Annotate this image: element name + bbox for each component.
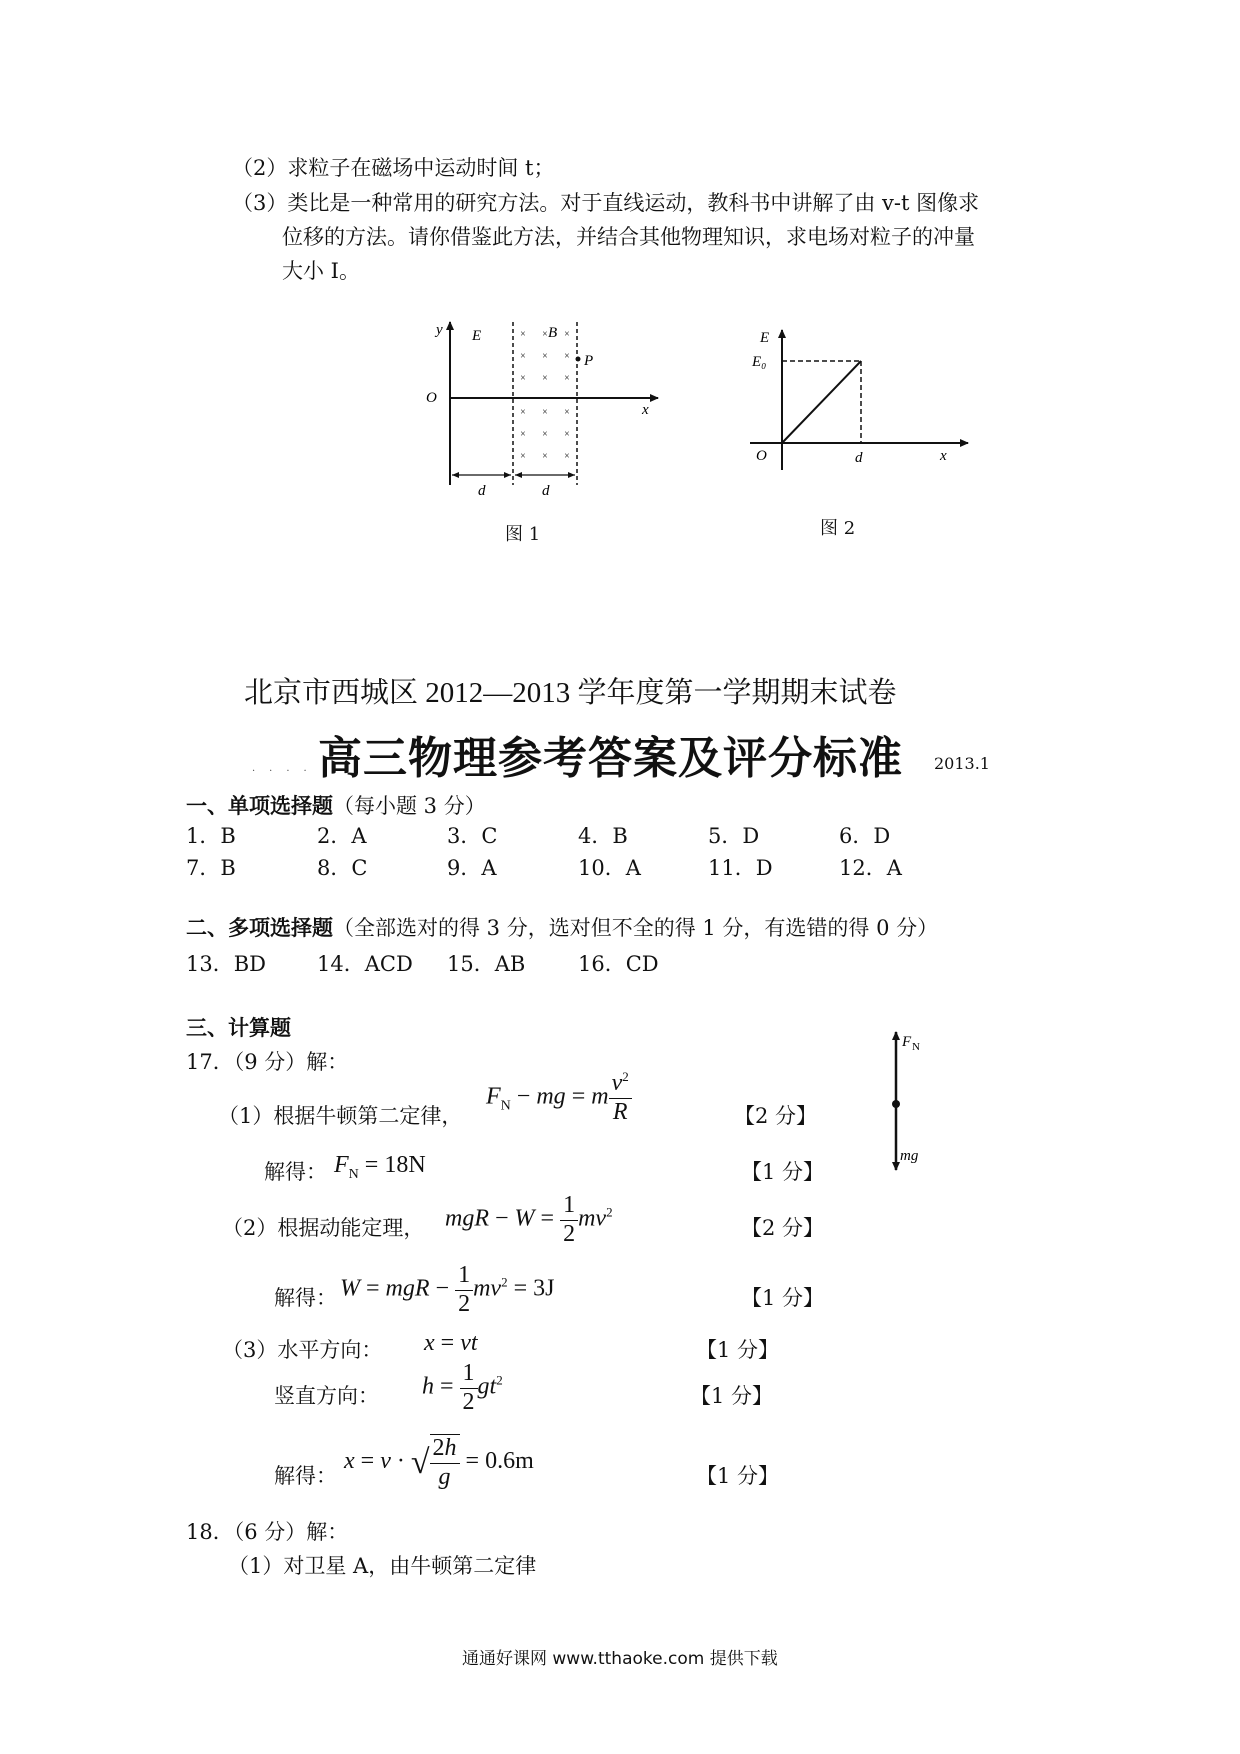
svg-text:×: × — [564, 351, 570, 362]
fig1-label-y: y — [436, 322, 443, 338]
q17-p1-solution: $F_N = 18N$ — [334, 1152, 426, 1182]
section3-heading: 三、计算题 — [186, 1015, 291, 1040]
svg-text:×: × — [542, 429, 548, 440]
svg-text:×: × — [542, 373, 548, 384]
svg-text:×: × — [564, 429, 570, 440]
svg-text:×: × — [542, 451, 548, 462]
svg-text:×: × — [564, 373, 570, 384]
answer-14: 14．ACD — [317, 952, 413, 976]
title-line2: 高三物理参考答案及评分标准 — [318, 733, 903, 784]
svg-text:×: × — [564, 407, 570, 418]
svg-text:×: × — [520, 407, 526, 418]
fig1-magnetic-field-marks — [520, 329, 570, 462]
force-up-sub: N — [912, 1041, 920, 1053]
q17-header: 17．（9 分）解： — [186, 1050, 349, 1074]
answer-4: 4．B — [578, 824, 628, 848]
q17-p2-sol-score: 【1 分】 — [741, 1286, 825, 1310]
q17-p3-vert-equation: h = $\frac{1}{2}$ $gt^2$ — [422, 1360, 503, 1415]
q17-p1-score: 【2 分】 — [734, 1104, 818, 1128]
q17-p3-sol-label: 解得： — [274, 1464, 337, 1488]
fig1-label-p: P — [584, 353, 594, 369]
answer-11: 11．D — [708, 856, 773, 880]
fig1-label-x: x — [642, 402, 649, 418]
answer-9: 9．A — [447, 856, 497, 880]
answer-2: 2．A — [317, 824, 367, 848]
svg-text:×: × — [542, 329, 548, 340]
title-line1: 北京市西城区 2012—2013 学年度第一学期期末试卷 — [244, 677, 897, 709]
svg-text:×: × — [520, 429, 526, 440]
fig2-label-e: E — [760, 330, 770, 346]
q17-p1-sol-label: 解得： — [264, 1160, 327, 1184]
answer-5: 5．D — [708, 824, 760, 848]
section1-note: （每小题 3 分） — [333, 794, 486, 818]
force-down-label: mg — [900, 1148, 919, 1164]
fig2-label-o: O — [756, 448, 767, 464]
q18-header: 18．（6 分）解： — [186, 1520, 349, 1544]
answer-15: 15．AB — [447, 952, 526, 976]
q17-p3-text: （3）水平方向： — [222, 1338, 383, 1362]
fig2-label-x: x — [940, 448, 947, 464]
q17-p2-text: （2）根据动能定理， — [222, 1216, 425, 1240]
q17-p1-text: （1）根据牛顿第二定律， — [218, 1104, 463, 1128]
answer-12: 12．A — [839, 856, 902, 880]
answer-3: 3．C — [447, 824, 498, 848]
q17-p3-solution: x = v · √ $\frac{2h}{g}$ = 0.6m — [344, 1435, 534, 1490]
decor-dots: ···· — [252, 766, 321, 777]
svg-text:×: × — [542, 351, 548, 362]
q17-p3-vert-score: 【1 分】 — [690, 1384, 774, 1408]
section2-heading-row — [186, 912, 938, 942]
svg-text:×: × — [564, 451, 570, 462]
q17-p3-sol-score: 【1 分】 — [696, 1464, 780, 1488]
section1-heading: 一、单项选择题 — [186, 793, 333, 818]
answer-1: 1．B — [186, 824, 236, 848]
svg-text:×: × — [520, 373, 526, 384]
fig1-caption: 图 1 — [505, 524, 541, 545]
svg-text:×: × — [542, 407, 548, 418]
q17-p3-equation: x = vt — [424, 1330, 478, 1356]
fig2-caption: 图 2 — [820, 518, 856, 539]
answer-7: 7．B — [186, 856, 236, 880]
answer-10: 10．A — [578, 856, 641, 880]
fig1-label-d1: d — [478, 483, 486, 499]
fig1-point-p — [576, 357, 581, 362]
answer-13: 13．BD — [186, 952, 266, 976]
fig1-label-o: O — [426, 390, 437, 406]
q17-p2-sol-label: 解得： — [274, 1286, 337, 1310]
q16-part3-line1: （3）类比是一种常用的研究方法。对于直线运动，教科书中讲解了由 v-t 图像求 — [232, 191, 980, 215]
q16-part2: （2）求粒子在磁场中运动时间 t； — [232, 156, 555, 180]
fig2-line — [782, 361, 861, 443]
answer-6: 6．D — [839, 824, 891, 848]
svg-text:×: × — [520, 451, 526, 462]
q17-p2-score: 【2 分】 — [741, 1216, 825, 1240]
q18-p1-text: （1）对卫星 A，由牛顿第二定律 — [228, 1554, 537, 1578]
fig2-label-e0: E₀ — [752, 354, 767, 370]
fig1-label-e: E — [472, 328, 482, 344]
figure-1 — [410, 310, 670, 500]
fig1-label-b: B — [548, 325, 558, 341]
q17-p1-sol-score: 【1 分】 — [741, 1160, 825, 1184]
q17-p1-equation: $F_N$ − mg = m $\frac{v^2}{R}$ — [486, 1070, 632, 1126]
q17-p3-vert-label: 竖直方向： — [274, 1384, 379, 1408]
answer-16: 16．CD — [578, 952, 659, 976]
answer-8: 8．C — [317, 856, 368, 880]
q16-part3-line3: 大小 I。 — [282, 259, 360, 283]
section2-heading: 二、多项选择题 — [186, 915, 333, 940]
fig1-label-d2: d — [542, 483, 550, 499]
figure-2 — [740, 320, 980, 480]
svg-text:×: × — [520, 351, 526, 362]
q17-p2-equation: mgR − W = $\frac{1}{2}$ $mv^2$ — [445, 1192, 613, 1247]
q17-force-diagram — [880, 1026, 950, 1176]
section1-heading-row — [186, 790, 486, 820]
force-up-label: F — [902, 1034, 912, 1050]
svg-text:×: × — [520, 329, 526, 340]
fig2-label-d: d — [855, 450, 863, 466]
q17-p2-solution: W = mgR − $\frac{1}{2}$ $mv^2 = 3J$ — [340, 1262, 555, 1317]
q16-part3-line2: 位移的方法。请你借鉴此方法，并结合其他物理知识，求电场对粒子的冲量 — [282, 225, 975, 249]
section2-note: （全部选对的得 3 分，选对但不全的得 1 分，有选错的得 0 分） — [333, 916, 939, 940]
q17-p3-score: 【1 分】 — [696, 1338, 780, 1362]
svg-text:×: × — [564, 329, 570, 340]
footer-text: 通通好课网 www.tthaoke.com 提供下载 — [462, 1649, 778, 1669]
title-date: 2013.1 — [934, 754, 990, 773]
object-point — [892, 1100, 900, 1108]
